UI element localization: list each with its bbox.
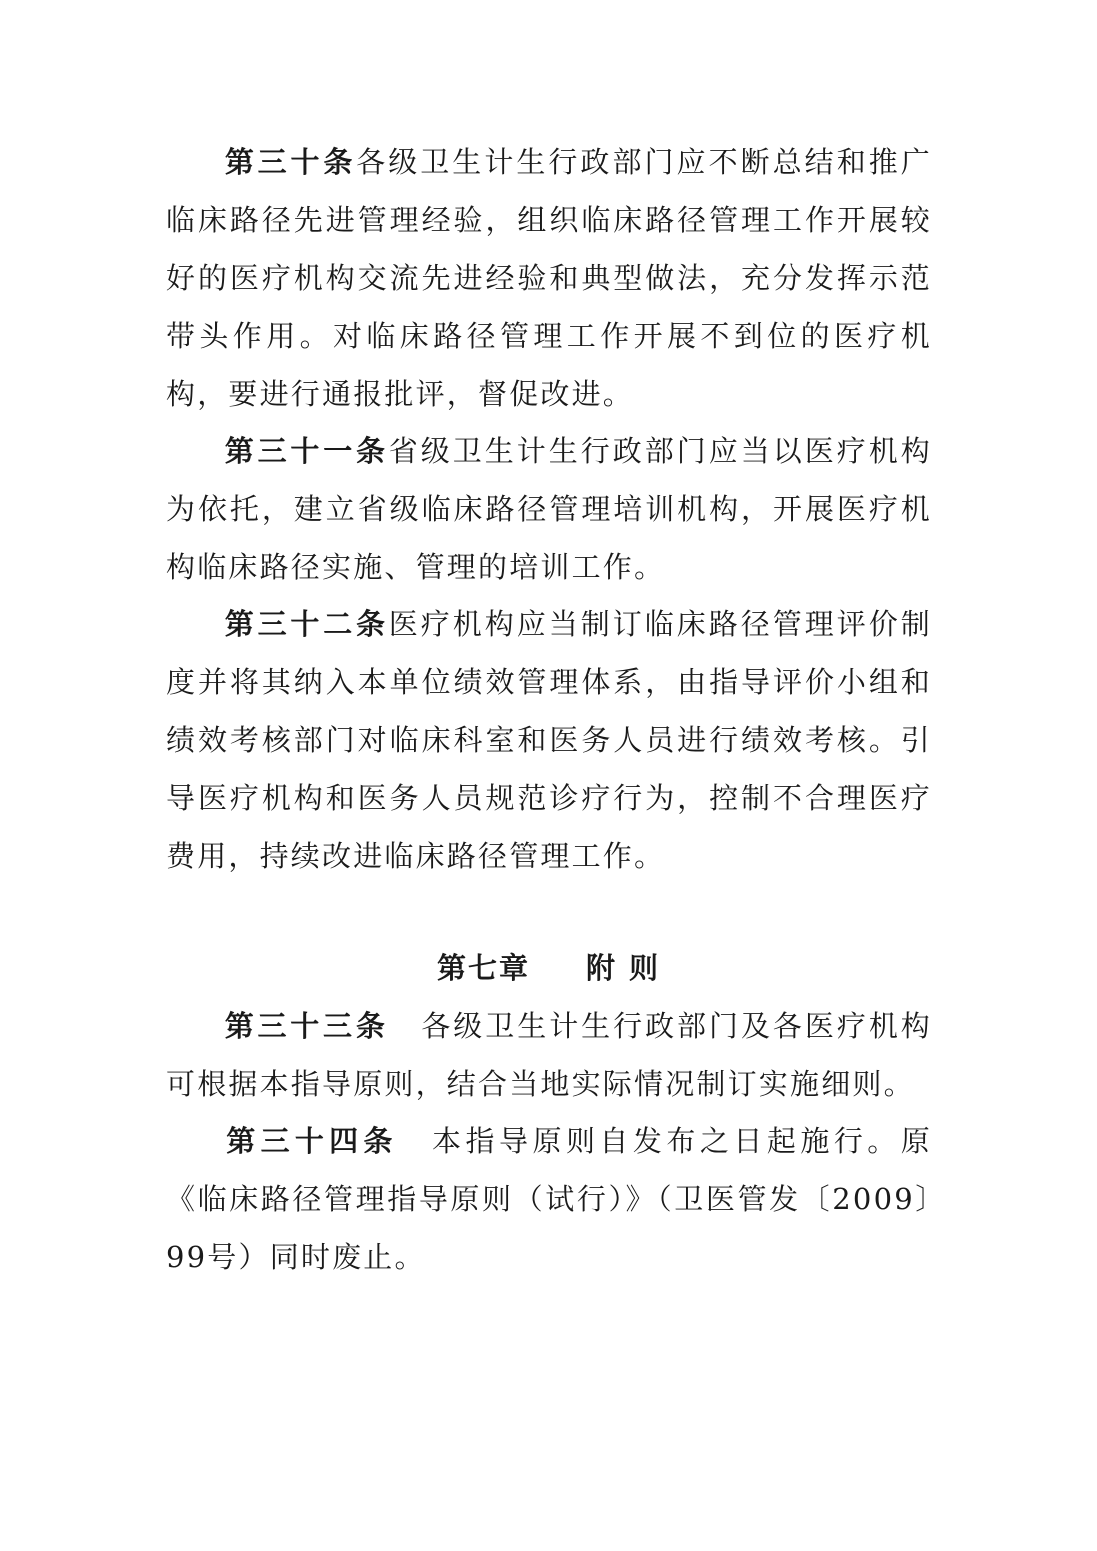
article-34-body: 本指导原则自发布之日起施行。原《临床路径管理指导原则（试行）》（卫医管发〔2009〕99号）同时废止。: [166, 1124, 932, 1274]
article-31: [166, 422, 932, 596]
chapter-number: 第七章: [436, 951, 530, 985]
article-31-heading: 第三十一条: [224, 434, 389, 468]
article-30: [166, 133, 932, 423]
article-34-heading: 第三十四条: [224, 1124, 398, 1158]
article-30-heading: 第三十条: [224, 145, 357, 179]
article-31-body: 省级卫生计生行政部门应当以医疗机构为依托，建立省级临床路径管理培训机构，开展医疗机构临床路径实施、管理的培训工作。: [166, 434, 932, 584]
chapter-title: 附 则: [585, 951, 661, 985]
article-33-body: 各级卫生计生行政部门及各医疗机构可根据本指导原则，结合当地实际情况制订实施细则。: [166, 1009, 932, 1101]
article-34: [166, 1112, 932, 1286]
chapter-heading: [0, 943, 1097, 993]
article-30-body: 各级卫生计生行政部门应不断总结和推广临床路径先进管理经验，组织临床路径管理工作开展较好的医疗机构交流先进经验和典型做法，充分发挥示范带头作用。对临床路径管理工作开展不到位的医疗机构，要进行通报批评，督促改进。: [166, 145, 932, 411]
article-33-heading: 第三十三条: [224, 1009, 389, 1043]
article-32-heading: 第三十二条: [224, 607, 389, 641]
article-32: [166, 595, 932, 885]
article-33: [166, 997, 932, 1113]
article-32-body: 医疗机构应当制订临床路径管理评价制度并将其纳入本单位绩效管理体系，由指导评价小组和绩效考核部门对临床科室和医务人员进行绩效考核。引导医疗机构和医务人员规范诊疗行为，控制不合理医疗费用，持续改进临床路径管理工作。: [166, 607, 932, 873]
